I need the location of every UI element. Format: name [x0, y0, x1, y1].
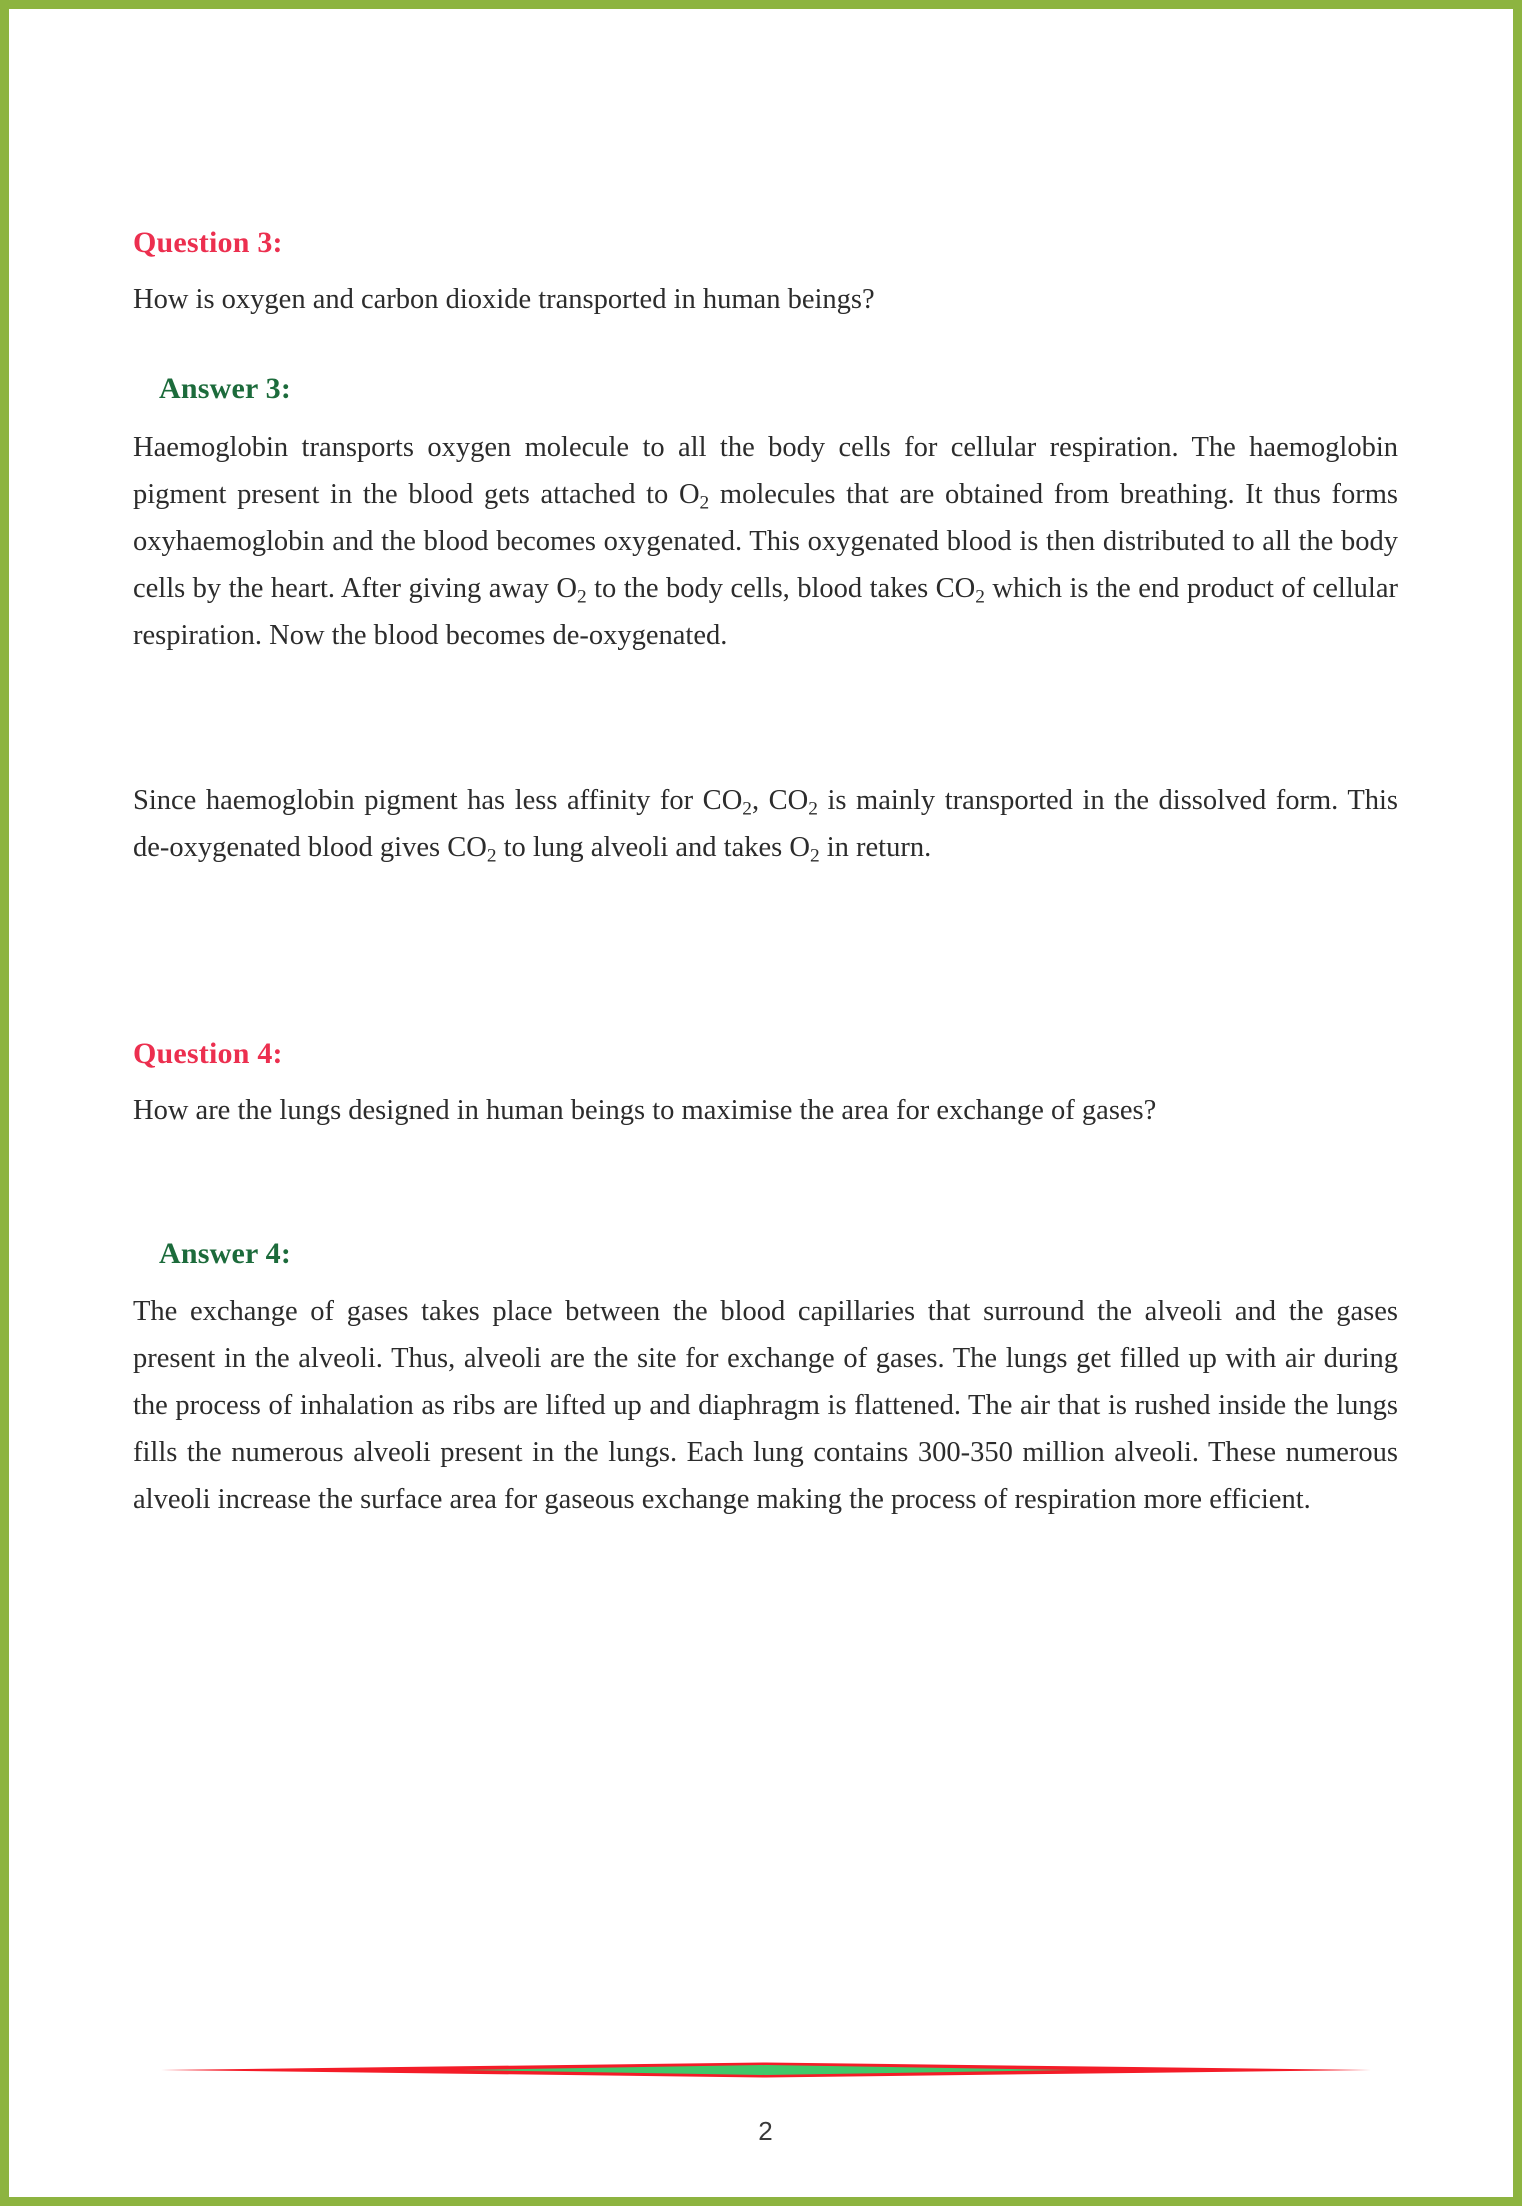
subscript-two: 2: [809, 845, 820, 867]
subscript-two: 2: [576, 586, 587, 608]
answer-4-heading: Answer 4:: [159, 1237, 292, 1270]
question-4-heading: Question 4:: [133, 1037, 283, 1070]
page-number: 2: [758, 2116, 773, 2146]
answer-4-paragraph-1: The exchange of gases takes place between the blood capillaries that surround the alveoli and the gases present in the alveoli. Thus, alveoli are the site for exchange of gases. The lungs get filled up with air during the process of inhalation as ribs are lifted up and diaphragm is flattened. The air that is rushed inside the lungs fills the numerous alveoli present in the lungs. Each lung contains 300-350 million alveoli. These numerous alveoli increase the surface area for gaseous exchange making the process of respiration more efficient.: [133, 1296, 1398, 1515]
subscript-two: 2: [808, 798, 818, 820]
page-content: [133, 0, 1398, 2206]
subscript-two: 2: [742, 798, 752, 820]
question-4-text: How are the lungs designed in human beings to maximise the area for exchange of gases?: [133, 1095, 1157, 1126]
subscript-two: 2: [699, 492, 710, 514]
question-3-text: How is oxygen and carbon dioxide transported in human beings?: [133, 284, 875, 315]
subscript-two: 2: [975, 586, 985, 608]
lens-divider-icon: [161, 2060, 1371, 2080]
subscript-two: 2: [486, 845, 497, 867]
question-3-heading: Question 3:: [133, 226, 283, 259]
answer-3-paragraph-1: Haemoglobin transports oxygen molecule to all the body cells for cellular respiration. The haemoglobin pigment present in the blood gets attached to $O_2$ molecules that are obtained from breathing. It thus forms oxyhaemoglobin and the blood becomes oxygenated. This oxygenated blood is then distributed to all the body cells by the heart. After giving away $O_2$ to the body cells, blood takes $CO_2$ which is the end product of cellular respiration. Now the blood becomes de-oxygenated.: [133, 432, 1398, 651]
answer-3-heading: Answer 3:: [159, 372, 292, 405]
answer-3-paragraph-2: Since haemoglobin pigment has less affinity for $CO_2$, $CO_2$ is mainly transported in the dissolved form. This de-oxygenated blood gives $CO_2$ to lung alveoli and takes $O_2$ in return.: [133, 785, 1398, 867]
page-footer: [133, 2060, 1398, 2147]
decorative-divider: [161, 2060, 1371, 2080]
